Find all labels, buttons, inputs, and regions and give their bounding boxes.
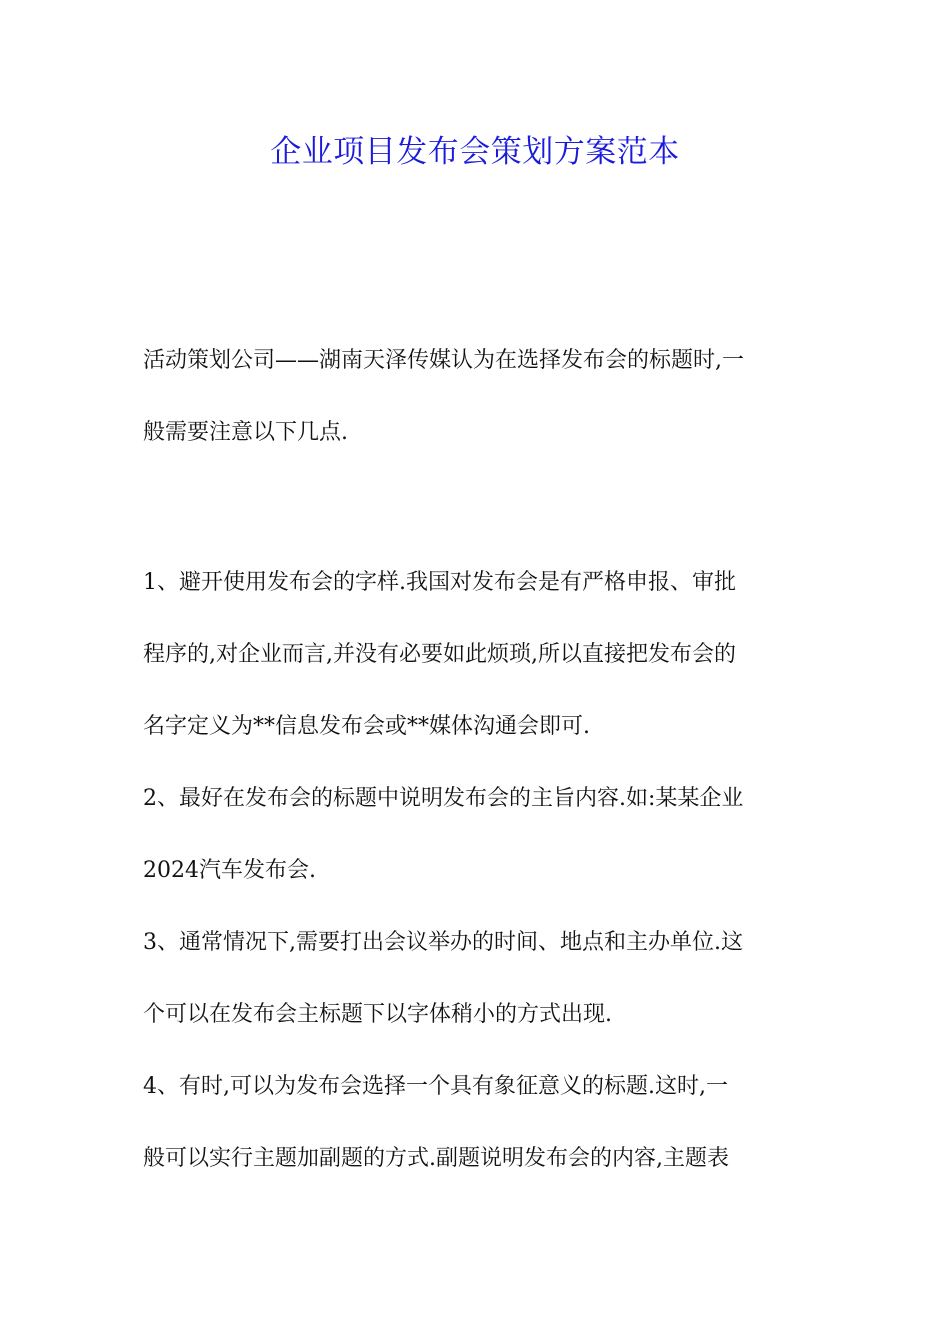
- item-4-line: 4、有时,可以为发布会选择一个具有象征意义的标题.这时,一: [143, 1074, 728, 1099]
- intro-paragraph: [143, 325, 813, 469]
- document-title: 企业项目发布会策划方案范本: [270, 134, 680, 170]
- item-2-line: 2、最好在发布会的标题中说明发布会的主旨内容.如:某某企业: [143, 786, 744, 811]
- intro-line: 活动策划公司——湖南天泽传媒认为在选择发布会的标题时,一: [143, 348, 744, 373]
- item-2-line: 2024汽车发布会.: [143, 858, 316, 883]
- item-4-line: 般可以实行主题加副题的方式.副题说明发布会的内容,主题表: [143, 1146, 729, 1171]
- item-1-line: 1、避开使用发布会的字样.我国对发布会是有严格申报、审批: [143, 570, 736, 595]
- numbered-items: [143, 547, 813, 1195]
- item-3-line: 3、通常情况下,需要打出会议举办的时间、地点和主办单位.这: [143, 930, 743, 955]
- item-1-line: 程序的,对企业而言,并没有必要如此烦琐,所以直接把发布会的: [143, 642, 736, 667]
- item-1-line: 名字定义为**信息发布会或**媒体沟通会即可.: [143, 714, 590, 739]
- intro-line: 般需要注意以下几点.: [143, 420, 348, 445]
- item-3-line: 个可以在发布会主标题下以字体稍小的方式出现.: [143, 1002, 612, 1027]
